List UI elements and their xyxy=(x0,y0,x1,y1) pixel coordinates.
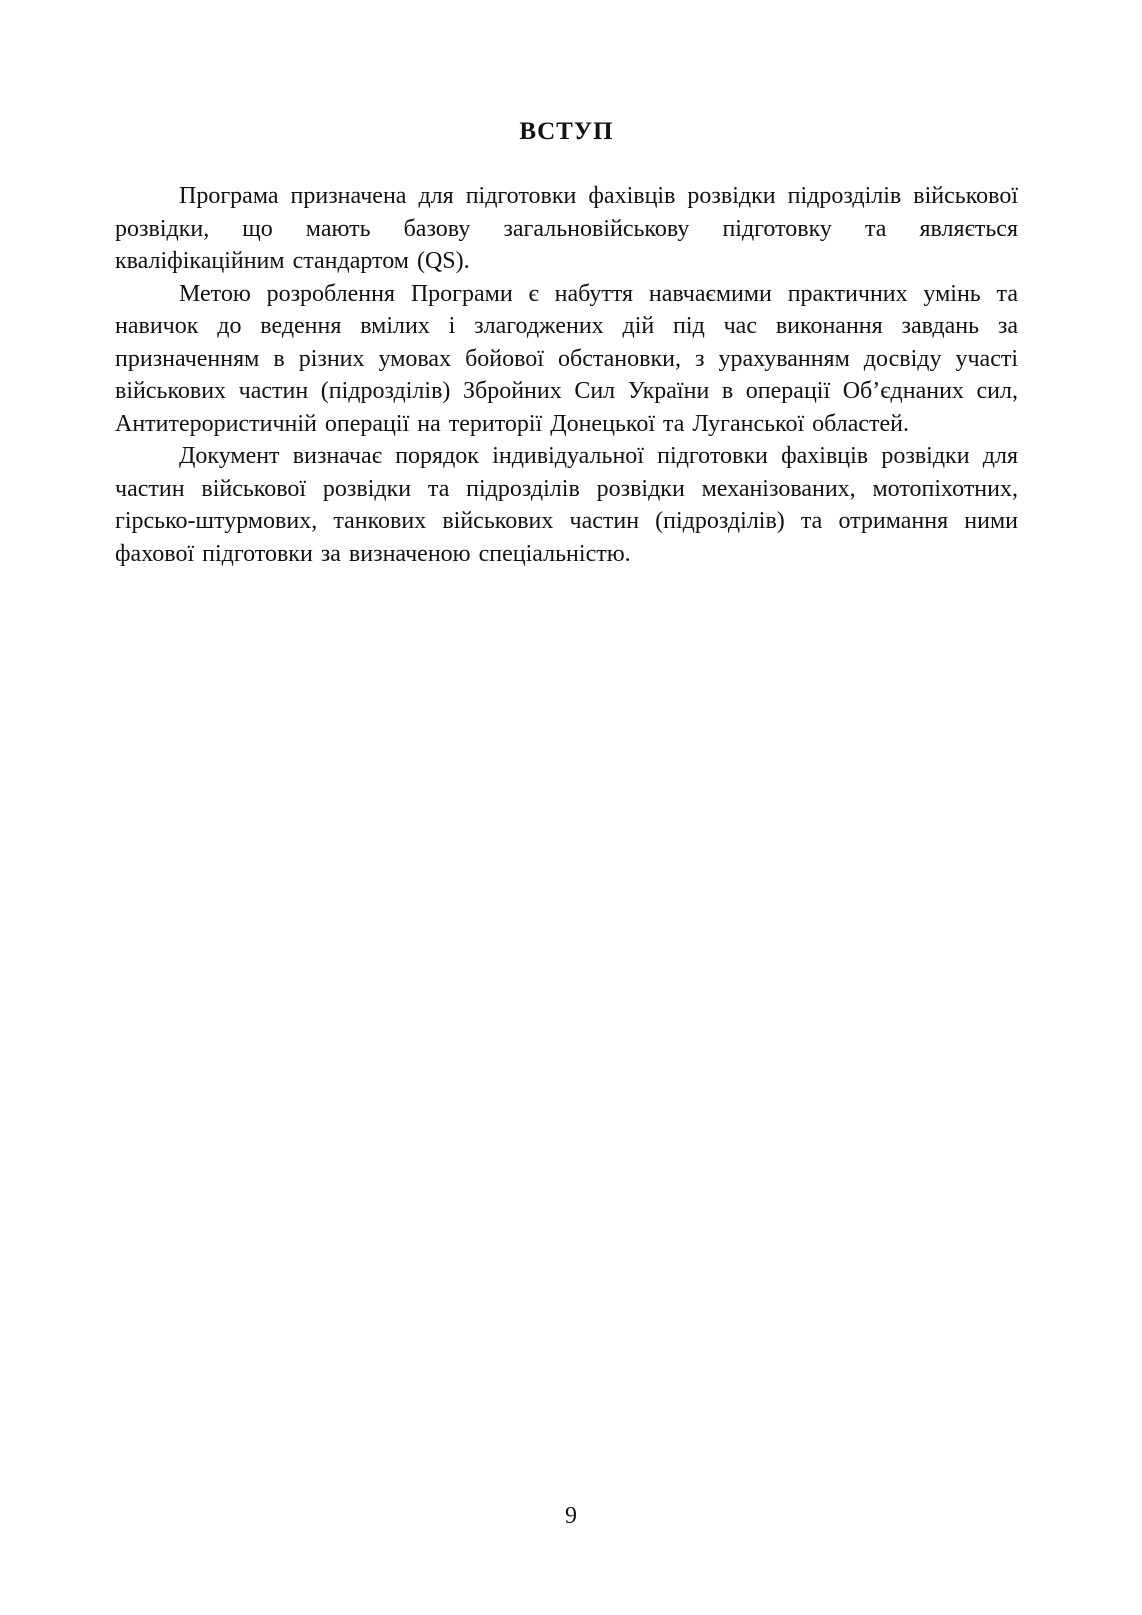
paragraph-purpose: Метою розроблення Програми є набуття навчаємими практичних умінь та навичок до ведення вмілих і злагоджених дій під час виконання завдань за призначенням в різних умовах бойової обстановки, з урахуванням досвіду участі військових частин (підрозділів) Збройних Сил України в операції Об’єднаних сил, Антитерористичній операції на території Донецької та Луганської областей. xyxy=(115,280,1018,437)
document-content xyxy=(115,116,1018,570)
page-title: ВСТУП xyxy=(519,118,614,145)
page-number: 9 xyxy=(565,1503,577,1529)
paragraph-intro: Програма призначена для підготовки фахівців розвідки підрозділів військової розвідки, що мають базову загальновійськову підготовку та являється кваліфікаційним стандартом (QS). xyxy=(115,183,1018,274)
paragraph-scope: Документ визначає порядок індивідуальної підготовки фахівців розвідки для частин військової розвідки та підрозділів розвідки механізованих, мотопіхотних, гірсько-штурмових, танкових військових частин (підрозділів) та отримання ними фахової підготовки за визначеною спеціальністю. xyxy=(115,443,1018,567)
